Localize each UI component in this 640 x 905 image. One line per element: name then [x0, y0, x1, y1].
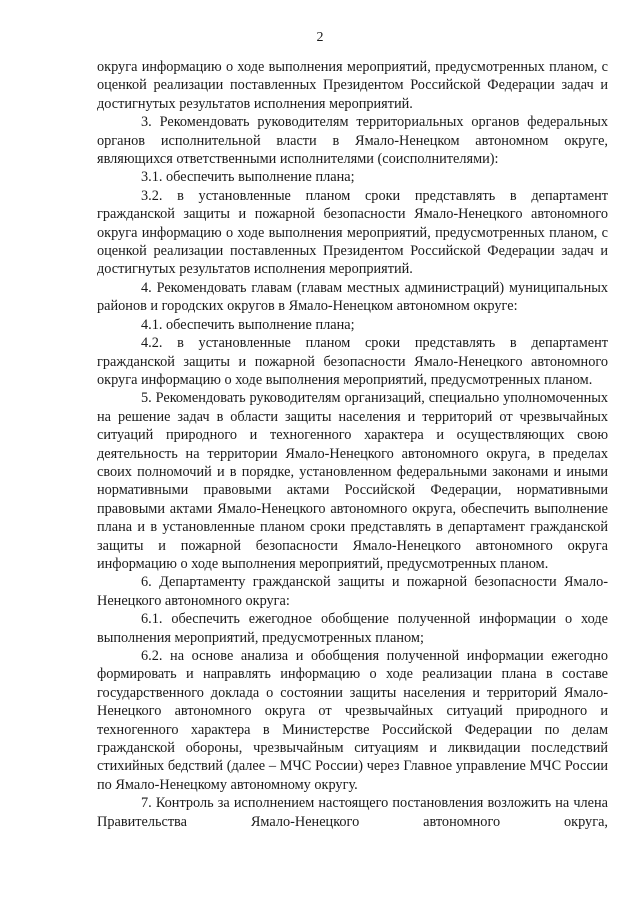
paragraph-7: 7. Контроль за исполнением настоящего постановления возложить на члена Правительства Ямало-Ненецкого автономного округа,	[97, 795, 608, 830]
paragraph-3-2: 3.2. в установленные планом сроки представлять в департамент гражданской защиты и пожарной безопасности Ямало-Ненецкого автономного округа информацию о ходе выполнения мероприятий, предусмотренных планом, с оценкой реализации поставленных Президентом Российской Федерации задач и достигнутых результатов исполнения мероприятий.	[97, 187, 608, 278]
page-number: 2	[316, 30, 324, 45]
paragraph-6: 6. Департаменту гражданской защиты и пожарной безопасности Ямало-Ненецкого автономного округа:	[97, 574, 608, 609]
paragraph-4-2: 4.2. в установленные планом сроки представлять в департамент гражданской защиты и пожарной безопасности Ямало-Ненецкого автономного округа информацию о ходе выполнения мероприятий, предусмотренных планом.	[97, 335, 608, 388]
paragraph-6-2: 6.2. на основе анализа и обобщения полученной информации ежегодно формировать и направлять информацию о ходе реализации плана в составе государственного доклада о состоянии защиты населения и территорий Ямало-Ненецкого автономного округа от чрезвычайных ситуаций природного и техногенного характера в Министерстве Российской Федерации по делам гражданской обороны, чрезвычайным ситуациям и ликвидации последствий стихийных бедствий (далее – МЧС России) через Главное управление МЧС России по Ямало-Ненецкому автономному округу.	[97, 648, 608, 793]
paragraph-4-1: 4.1. обеспечить выполнение плана;	[141, 316, 355, 333]
paragraph-4: 4. Рекомендовать главам (главам местных администраций) муниципальных районов и городских округов в Ямало-Ненецком автономном округе:	[97, 279, 608, 315]
paragraph-6-1: 6.1. обеспечить ежегодное обобщение полученной информации о ходе выполнения мероприятий, предусмотренных планом;	[97, 611, 608, 646]
document-body	[97, 58, 608, 831]
paragraph-continuation: округа информацию о ходе выполнения мероприятий, предусмотренных планом, с оценкой реализации поставленных Президентом Российской Федерации задач и достигнутых результатов исполнения мероприятий.	[97, 59, 608, 112]
paragraph-3-1: 3.1. обеспечить выполнение плана;	[141, 169, 355, 186]
paragraph-5: 5. Рекомендовать руководителям организаций, специально уполномоченных на решение задач в области защиты населения и территорий от чрезвычайных ситуаций природного и техногенного характера и осуществляющих свою деятельность на территории Ямало-Ненецкого автономного округа, в пределах своих полномочий и в порядке, установленном федеральными законами и иными нормативными правовыми актами Российской Федерации, нормативными правовыми актами Ямало-Ненецкого автономного округа, обеспечить выполнение плана и в установленные планом сроки представлять в департамент гражданской защиты и пожарной безопасности Ямало-Ненецкого автономного округа информацию о ходе выполнения мероприятий, предусмотренных планом.	[97, 390, 608, 572]
paragraph-3: 3. Рекомендовать руководителям территориальных органов федеральных органов исполнительной власти в Ямало-Ненецком автономном округе, являющихся ответственными исполнителями (соисполнителями):	[97, 114, 608, 168]
